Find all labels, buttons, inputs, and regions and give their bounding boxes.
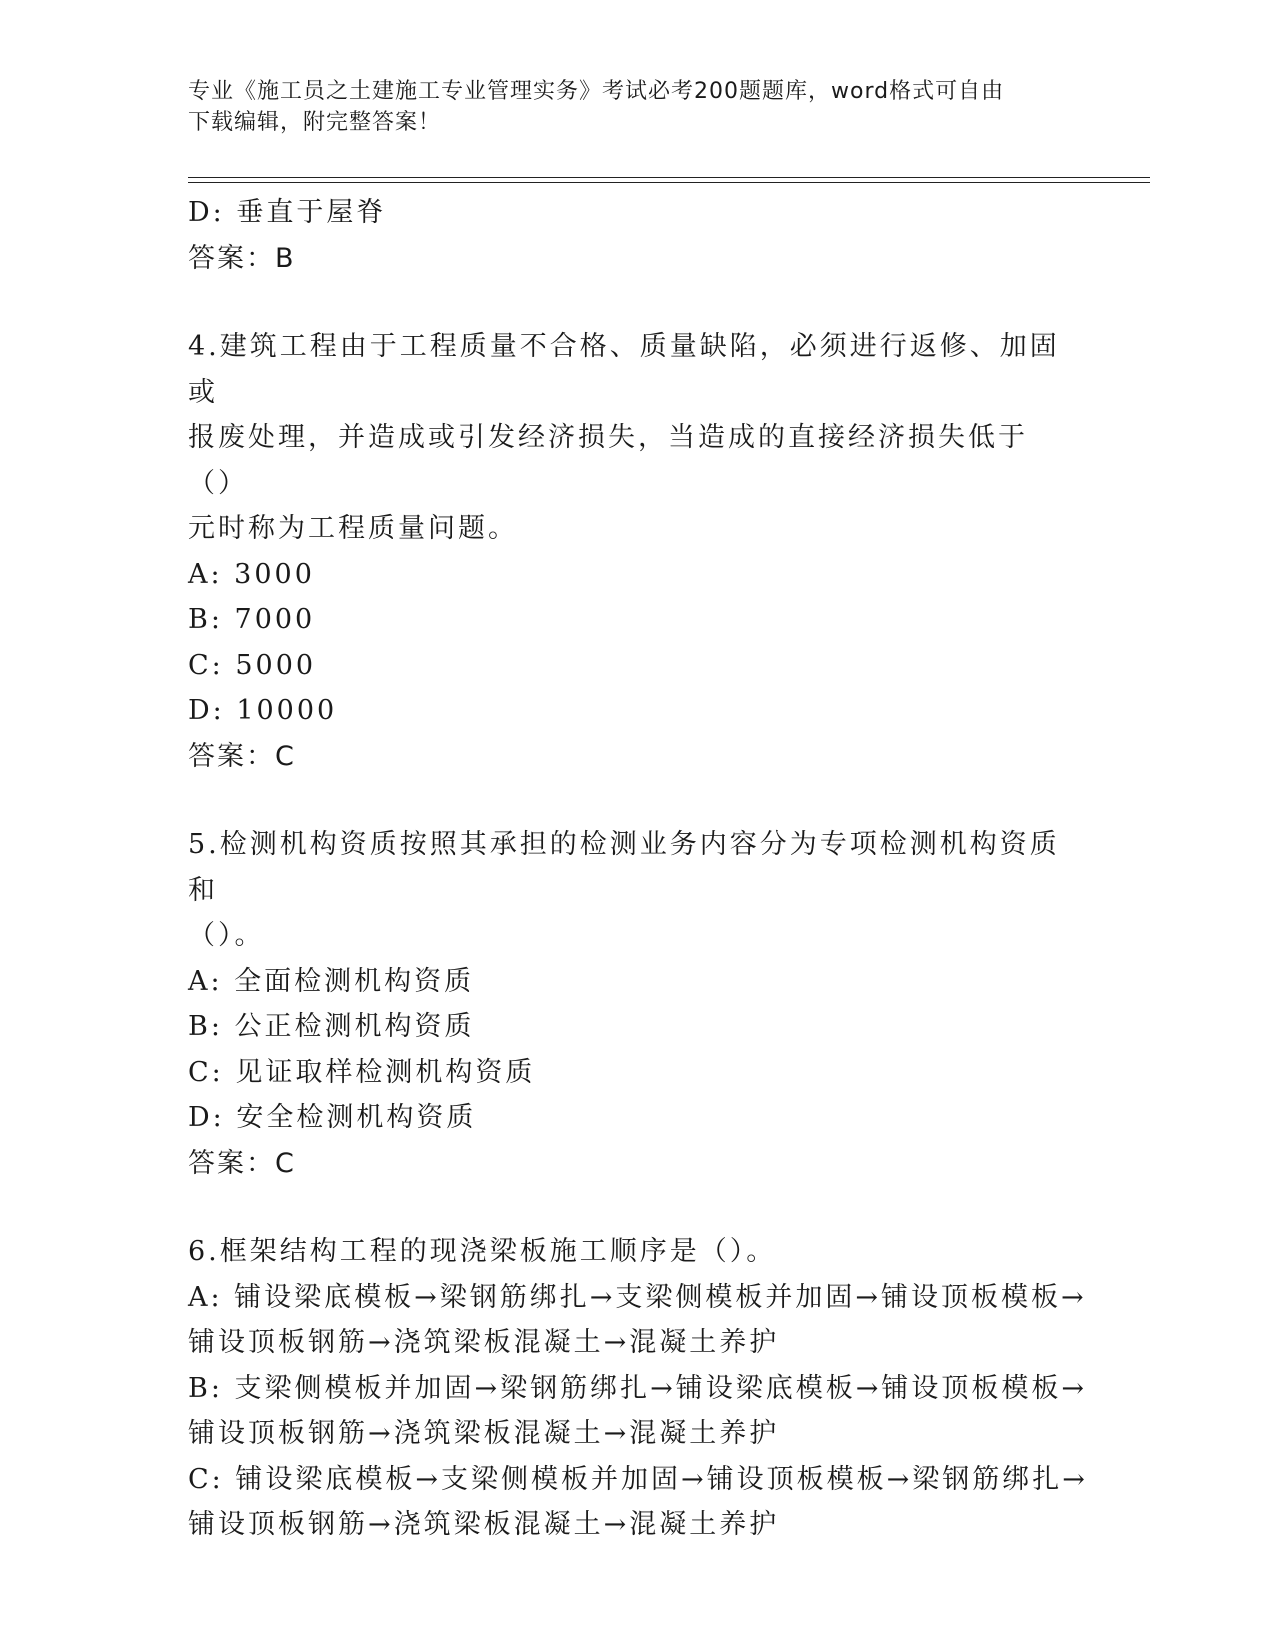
option-b: B: 公正检测机构资质 <box>188 1011 475 1042</box>
stem-line: 6.框架结构工程的现浇梁板施工顺序是（）。 <box>188 1236 777 1267</box>
header-line-1: 专业《施工员之土建施工专业管理实务》考试必考200题题库，word格式可自由 <box>188 79 1005 104</box>
answer-line: 答案：C <box>188 740 296 772</box>
option-a: A: 全面检测机构资质 <box>188 965 475 997</box>
page-header <box>188 76 1068 138</box>
question-stem <box>188 1229 1068 1275</box>
answer-line: 答案：C <box>188 1147 296 1179</box>
question-3-fragment <box>188 190 1068 281</box>
option-b-line-1: B: 支梁侧模板并加固→梁钢筋绑扎→铺设梁底模板→铺设顶板模板→ <box>188 1372 1088 1404</box>
option-c: C: 见证取样检测机构资质 <box>188 1056 536 1088</box>
document-body <box>188 190 1088 1548</box>
option-c: C: 5000 <box>188 649 317 681</box>
option-b: B: 7000 <box>188 604 316 635</box>
header-divider <box>188 177 1150 183</box>
answer-line: 答案：B <box>188 242 296 274</box>
option-d: D: 安全检测机构资质 <box>188 1102 477 1133</box>
stem-line: 元时称为工程质量问题。 <box>188 513 518 544</box>
option-a-line-1: A: 铺设梁底模板→梁钢筋绑扎→支梁侧模板并加固→铺设顶板模板→ <box>188 1281 1087 1313</box>
option-a: A: 3000 <box>188 558 315 590</box>
option-c-line-2: 铺设顶板钢筋→浇筑梁板混凝土→混凝土养护 <box>188 1509 780 1540</box>
stem-line: （）。 <box>188 920 265 951</box>
option-a-line-2: 铺设顶板钢筋→浇筑梁板混凝土→混凝土养护 <box>188 1327 780 1358</box>
stem-line: 4.建筑工程由于工程质量不合格、质量缺陷，必须进行返修、加固或 <box>188 331 1060 408</box>
stem-line: 报废处理，并造成或引发经济损失，当造成的直接经济损失低于（） <box>188 422 1028 499</box>
question-stem <box>188 822 1068 959</box>
option-c-line-1: C: 铺设梁底模板→支梁侧模板并加固→铺设顶板模板→梁钢筋绑扎→ <box>188 1463 1088 1495</box>
question-5 <box>188 822 1068 1186</box>
question-stem <box>188 324 1068 552</box>
option-d: D: 10000 <box>188 695 338 726</box>
option-d: D: 垂直于屋脊 <box>188 197 387 228</box>
header-line-2: 下载编辑，附完整答案！ <box>188 110 442 135</box>
question-4 <box>188 324 1068 779</box>
option-b-line-2: 铺设顶板钢筋→浇筑梁板混凝土→混凝土养护 <box>188 1418 780 1449</box>
stem-line: 5.检测机构资质按照其承担的检测业务内容分为专项检测机构资质和 <box>188 829 1060 906</box>
question-6 <box>188 1229 1088 1548</box>
